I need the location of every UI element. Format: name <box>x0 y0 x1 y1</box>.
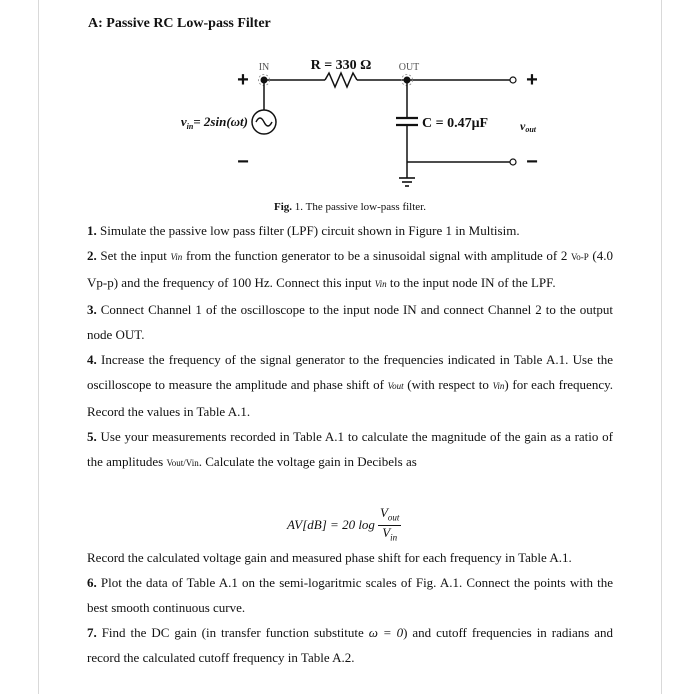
caption-number: 1. <box>294 201 304 213</box>
step-7: 7. Find the DC gain (in transfer function substitute ω = 0) and cutoff frequencies in radians and record the calculated cutoff frequency in Table A.2. <box>87 625 614 665</box>
step-2: 2. Set the input Vin from the function generator to be a sinusoidal signal with amplitude of 2 Vo-P (4.0 Vp-p) and the frequency of 100 Hz. Connect this input Vin to the input node IN of the LPF. <box>87 248 614 290</box>
caption-prefix: Fig. <box>274 201 293 213</box>
instructions-bottom <box>87 545 613 670</box>
resistor-label: R = 330 Ω <box>310 58 372 73</box>
output-plus-sign: + <box>526 69 538 91</box>
source-plus-sign: + <box>237 69 249 91</box>
step-4: 4. Increase the frequency of the signal generator to the frequencies indicated in Table A.1. Use the oscilloscope to measure the amplitude and phase shift of Vout (with respect to Vin) for each frequency. Record the values in Table A.1. <box>87 352 614 419</box>
capacitor-label: C = 0.47μF <box>422 116 489 131</box>
step-5: 5. Use your measurements recorded in Table A.1 to calculate the magnitude of the gain as a ratio of the amplitudes Vout/Vin. Calculate the voltage gain in Decibels as <box>87 429 613 469</box>
gain-formula <box>287 506 401 544</box>
source-minus-sign: − <box>237 151 249 173</box>
formula-fraction: $\frac{V_{out}}{V_{in}}$ <box>379 505 400 543</box>
instructions-top <box>87 218 613 476</box>
output-terminal-minus <box>510 159 516 165</box>
rc-lowpass-circuit-diagram <box>160 50 560 195</box>
figure-caption <box>0 201 700 213</box>
out-label: OUT <box>398 62 420 73</box>
output-minus-sign: − <box>526 151 538 173</box>
output-terminal-plus <box>510 77 516 83</box>
step-6: 6. Plot the data of Table A.1 on the semi-logaritmic scales of Fig. A.1. Connect the points with the best smooth continuous curve. <box>87 575 613 615</box>
source-label: $v_{in}= 2\sin(\omega t)$ <box>180 114 248 131</box>
step-3: 3. Connect Channel 1 of the oscilloscope to the input node IN and connect Channel 2 to the output node OUT. <box>87 302 613 342</box>
resistor-symbol <box>325 73 357 87</box>
step-1: 1. Simulate the passive low pass filter (LPF) circuit shown in Figure 1 in Multisim. <box>87 223 520 238</box>
section-heading: A: Passive RC Low-pass Filter <box>88 16 271 31</box>
formula-lhs: AV[dB] = 20 log <box>287 517 375 533</box>
in-label: IN <box>258 62 270 73</box>
record-instruction: Record the calculated voltage gain and measured phase shift for each frequency in Table A.1. <box>87 550 572 565</box>
vout-label: vout <box>520 119 536 134</box>
caption-text: The passive low-pass filter. <box>305 201 426 213</box>
